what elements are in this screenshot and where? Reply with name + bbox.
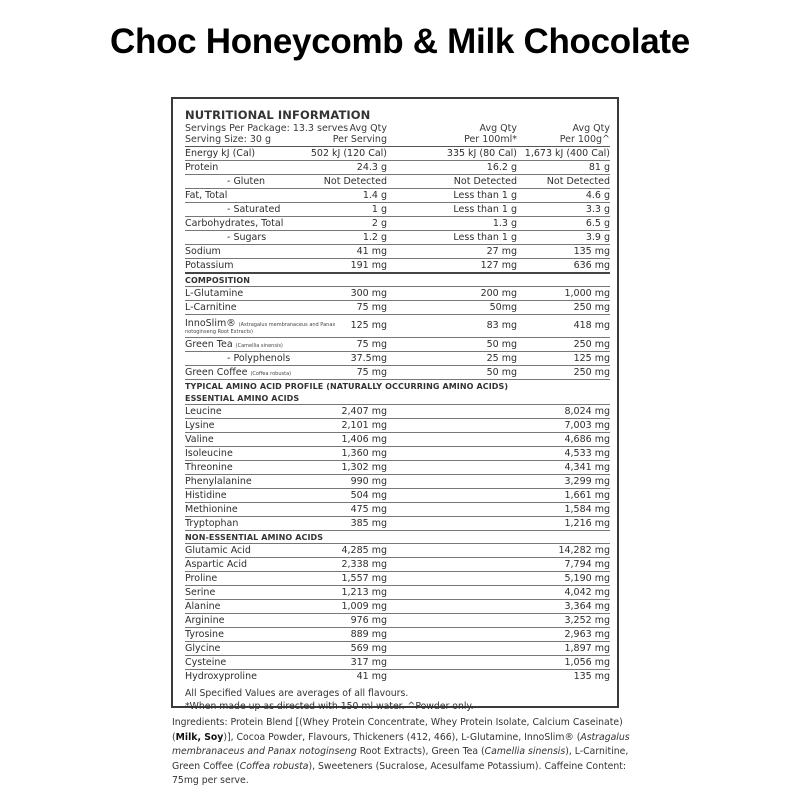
nutrition-panel xyxy=(171,97,619,712)
value-per-serving: 191 mg xyxy=(350,260,387,271)
value-per-100g: 8,024 mg xyxy=(564,406,610,417)
value-per-100g: 418 mg xyxy=(573,320,610,331)
value-per-100g: 4,042 mg xyxy=(564,587,610,598)
essential-amino-heading: ESSENTIAL AMINO ACIDS xyxy=(185,392,610,405)
nutrient-row xyxy=(185,147,610,161)
value-per-serving: 1,360 mg xyxy=(341,448,387,459)
row-label: - Polyphenols xyxy=(227,353,291,364)
product-title: Choc Honeycomb & Milk Chocolate xyxy=(110,22,690,61)
composition-row xyxy=(185,315,610,338)
panel-heading: NUTRITIONAL INFORMATION xyxy=(185,108,371,122)
row-values xyxy=(341,600,610,613)
value-per-100g: 636 mg xyxy=(573,260,610,271)
row-label: Potassium xyxy=(185,260,234,271)
row-label: Carbohydrates, Total xyxy=(185,218,284,229)
value-per-serving: 1.4 g xyxy=(362,190,387,201)
value-per-serving: 990 mg xyxy=(350,476,387,487)
row-label: Green Coffee (Coffea robusta) xyxy=(185,367,292,378)
nutrient-row xyxy=(185,231,610,245)
value-per-100g: 4,533 mg xyxy=(564,448,610,459)
value-per-100ml: 200 mg xyxy=(480,288,517,299)
value-per-serving: 1 g xyxy=(371,204,387,215)
composition-heading: COMPOSITION xyxy=(185,274,610,287)
value-per-serving: 4,285 mg xyxy=(341,545,387,556)
amino-acid-row xyxy=(185,656,610,670)
amino-acid-row xyxy=(185,642,610,656)
value-per-100g: 1,673 kJ (400 Cal) xyxy=(524,148,610,159)
value-per-100g: 125 mg xyxy=(573,353,610,364)
row-label: Sodium xyxy=(185,246,221,257)
value-per-100g: 7,003 mg xyxy=(564,420,610,431)
value-per-serving: 75 mg xyxy=(356,367,387,378)
amino-acid-row xyxy=(185,558,610,572)
value-per-100ml: 25 mg xyxy=(486,353,517,364)
row-values xyxy=(362,231,610,244)
value-per-100g: 81 g xyxy=(588,162,610,173)
nutrition-table xyxy=(185,107,610,713)
value-per-100ml: Not Detected xyxy=(453,176,517,187)
value-per-serving: 569 mg xyxy=(350,643,387,654)
amino-acid-row xyxy=(185,670,610,683)
row-values xyxy=(350,315,610,337)
value-per-100g: Not Detected xyxy=(546,176,610,187)
value-per-100ml: 16.2 g xyxy=(486,162,517,173)
value-per-100g: 3,364 mg xyxy=(564,601,610,612)
value-per-100g: 1,661 mg xyxy=(564,490,610,501)
value-per-100ml: 1.3 g xyxy=(492,218,517,229)
value-per-100g: 14,282 mg xyxy=(558,545,610,556)
row-values xyxy=(341,461,610,474)
value-per-100ml: 127 mg xyxy=(480,260,517,271)
amino-acid-row xyxy=(185,475,610,489)
column-headers xyxy=(332,123,610,145)
value-per-100ml: 50 mg xyxy=(486,339,517,350)
footnotes xyxy=(185,687,610,713)
row-values xyxy=(341,558,610,571)
ingredients-text: Ingredients: Protein Blend [(Whey Protein Concentrate, Whey Protein Isolate, Calcium Caseinate) (Milk, Soy)], Cocoa Powder, Flavours, Thickeners (412, 466), L-Glutamine, InnoSlim® (Astragalus membranaceus and Panax notoginseng Root Extracts), Green Tea (Camellia sinensis), L-Carnitine, Green Coffee (Coffea robusta), Sweeteners (Sucralose, Acesulfame Potassium). Caffeine Content: 75mg per serve. xyxy=(172,717,630,786)
amino-acid-row xyxy=(185,503,610,517)
row-values xyxy=(356,301,610,314)
nutrient-row xyxy=(185,259,610,274)
row-label: Methionine xyxy=(185,504,238,515)
row-label: L-Glutamine xyxy=(185,288,244,299)
non-essential-amino-heading: NON-ESSENTIAL AMINO ACIDS xyxy=(185,531,610,544)
amino-acid-row xyxy=(185,572,610,586)
value-per-100g: 4.6 g xyxy=(585,190,610,201)
value-per-serving: 75 mg xyxy=(356,302,387,313)
value-per-100g: 135 mg xyxy=(573,246,610,257)
value-per-serving: 24.3 g xyxy=(356,162,387,173)
col-header-per-serving: Avg Qty Per Serving xyxy=(332,123,387,145)
row-label: Alanine xyxy=(185,601,221,612)
value-per-serving: 1.2 g xyxy=(362,232,387,243)
value-per-100g: 3,252 mg xyxy=(564,615,610,626)
amino-acid-row xyxy=(185,614,610,628)
row-values xyxy=(356,366,610,379)
nutrients-list xyxy=(185,147,610,274)
row-label: Glutamic Acid xyxy=(185,545,251,556)
value-per-100g: 3.3 g xyxy=(585,204,610,215)
amino-acid-row xyxy=(185,447,610,461)
row-label: Lysine xyxy=(185,420,215,431)
value-per-serving: 41 mg xyxy=(356,246,387,257)
value-per-serving: 317 mg xyxy=(350,657,387,668)
row-values xyxy=(350,642,610,655)
row-values xyxy=(350,517,610,530)
row-label: Energy kJ (Cal) xyxy=(185,148,256,159)
value-per-serving: 2 g xyxy=(371,218,387,229)
row-label: Protein xyxy=(185,162,219,173)
row-label: Green Tea (Camellia sinensis) xyxy=(185,339,283,350)
row-values xyxy=(356,338,610,351)
value-per-serving: 125 mg xyxy=(350,320,387,331)
row-values xyxy=(350,656,610,669)
col-header-per-100g: Avg Qty Per 100g^ xyxy=(559,123,610,145)
composition-row xyxy=(185,352,610,366)
row-label: InnoSlim® (Astragalus membranaceus and Panax notoginseng Root Extracts) xyxy=(185,317,336,335)
amino-acid-row xyxy=(185,489,610,503)
row-values xyxy=(350,628,610,641)
row-values xyxy=(341,405,610,418)
value-per-100g: 135 mg xyxy=(573,671,610,682)
row-label: Histidine xyxy=(185,490,227,501)
row-label: Proline xyxy=(185,573,218,584)
row-values xyxy=(350,352,610,365)
value-per-100g: 5,190 mg xyxy=(564,573,610,584)
value-per-100ml: 335 kJ (80 Cal) xyxy=(446,148,517,159)
row-values xyxy=(350,287,610,300)
value-per-100g: 1,897 mg xyxy=(564,643,610,654)
value-per-100ml: 83 mg xyxy=(486,320,517,331)
value-per-serving: 504 mg xyxy=(350,490,387,501)
value-per-100g: 4,341 mg xyxy=(564,462,610,473)
row-values xyxy=(350,259,610,272)
row-label: Cysteine xyxy=(185,657,227,668)
row-values xyxy=(350,489,610,502)
row-values xyxy=(356,670,610,683)
row-values xyxy=(371,217,610,230)
amino-acid-row xyxy=(185,405,610,419)
value-per-serving: 1,302 mg xyxy=(341,462,387,473)
row-label: Threonine xyxy=(185,462,233,473)
composition-row xyxy=(185,366,610,380)
amino-acid-row xyxy=(185,586,610,600)
value-per-100g: 2,963 mg xyxy=(564,629,610,640)
value-per-serving: 41 mg xyxy=(356,671,387,682)
value-per-100ml: Less than 1 g xyxy=(453,190,517,201)
value-per-serving: Not Detected xyxy=(323,176,387,187)
value-per-100ml: 50 mg xyxy=(486,367,517,378)
non-essential-amino-list xyxy=(185,544,610,683)
value-per-serving: 475 mg xyxy=(350,504,387,515)
essential-amino-list xyxy=(185,405,610,531)
row-values xyxy=(356,245,610,258)
footnote-prep: *When made up as directed with 150 ml water. ^Powder only. xyxy=(185,701,474,712)
row-label: - Saturated xyxy=(227,204,281,215)
row-label: Valine xyxy=(185,434,214,445)
amino-acid-row xyxy=(185,419,610,433)
row-label: Phenylalanine xyxy=(185,476,252,487)
value-per-serving: 1,557 mg xyxy=(341,573,387,584)
value-per-serving: 1,009 mg xyxy=(341,601,387,612)
value-per-100ml: 50mg xyxy=(489,302,517,313)
row-values xyxy=(350,475,610,488)
value-per-100g: 1,056 mg xyxy=(564,657,610,668)
value-per-100g: 250 mg xyxy=(573,367,610,378)
servings-per-package: Servings Per Package: 13.3 serves xyxy=(185,123,349,134)
amino-acid-row xyxy=(185,461,610,475)
footnote-averages: All Specified Values are averages of all flavours. xyxy=(185,688,409,699)
amino-acid-row xyxy=(185,600,610,614)
value-per-serving: 2,101 mg xyxy=(341,420,387,431)
row-values xyxy=(341,572,610,585)
composition-row xyxy=(185,338,610,352)
row-label: Glycine xyxy=(185,643,221,654)
serving-header xyxy=(185,123,610,147)
value-per-100g: 4,686 mg xyxy=(564,434,610,445)
row-label: - Gluten xyxy=(227,176,266,187)
row-label: L-Carnitine xyxy=(185,302,237,313)
serving-size: Serving Size: 30 g xyxy=(185,134,271,145)
row-values xyxy=(323,175,610,188)
row-label: Aspartic Acid xyxy=(185,559,248,570)
value-per-serving: 37.5mg xyxy=(350,353,387,364)
row-values xyxy=(362,189,610,202)
row-values xyxy=(310,147,610,160)
amino-acid-row xyxy=(185,628,610,642)
composition-list xyxy=(185,287,610,380)
value-per-100g: 3.9 g xyxy=(585,232,610,243)
value-per-100g: 1,584 mg xyxy=(564,504,610,515)
nutrient-row xyxy=(185,189,610,203)
value-per-100g: 1,216 mg xyxy=(564,518,610,529)
composition-row xyxy=(185,301,610,315)
nutrient-row xyxy=(185,217,610,231)
value-per-100g: 6.5 g xyxy=(585,218,610,229)
row-label: Tyrosine xyxy=(185,629,224,640)
value-per-100ml: 27 mg xyxy=(486,246,517,257)
col-header-per-100ml: Avg Qty Per 100ml* xyxy=(464,123,517,145)
value-per-serving: 75 mg xyxy=(356,339,387,350)
nutrient-row xyxy=(185,175,610,189)
row-label: Fat, Total xyxy=(185,190,228,201)
row-values xyxy=(356,161,610,174)
nutrient-row xyxy=(185,161,610,175)
value-per-serving: 1,406 mg xyxy=(341,434,387,445)
value-per-serving: 300 mg xyxy=(350,288,387,299)
row-values xyxy=(350,614,610,627)
row-label: Leucine xyxy=(185,406,222,417)
value-per-serving: 1,213 mg xyxy=(341,587,387,598)
value-per-serving: 2,338 mg xyxy=(341,559,387,570)
amino-acid-row xyxy=(185,517,610,531)
composition-row xyxy=(185,287,610,301)
value-per-serving: 385 mg xyxy=(350,518,387,529)
value-per-100g: 3,299 mg xyxy=(564,476,610,487)
row-label: Serine xyxy=(185,587,216,598)
row-label: Isoleucine xyxy=(185,448,233,459)
value-per-100ml: Less than 1 g xyxy=(453,204,517,215)
value-per-100g: 250 mg xyxy=(573,339,610,350)
row-values xyxy=(341,586,610,599)
row-label: Hydroxyproline xyxy=(185,671,257,682)
value-per-serving: 976 mg xyxy=(350,615,387,626)
value-per-100g: 1,000 mg xyxy=(564,288,610,299)
value-per-100g: 250 mg xyxy=(573,302,610,313)
amino-acid-row xyxy=(185,544,610,558)
row-label: Tryptophan xyxy=(185,518,239,529)
row-values xyxy=(341,447,610,460)
amino-acid-row xyxy=(185,433,610,447)
value-per-100ml: Less than 1 g xyxy=(453,232,517,243)
value-per-100g: 7,794 mg xyxy=(564,559,610,570)
value-per-serving: 502 kJ (120 Cal) xyxy=(310,148,387,159)
value-per-serving: 889 mg xyxy=(350,629,387,640)
row-values xyxy=(341,433,610,446)
amino-profile-heading: TYPICAL AMINO ACID PROFILE (NATURALLY OCCURRING AMINO ACIDS) xyxy=(185,382,509,391)
row-values xyxy=(350,503,610,516)
nutrient-row xyxy=(185,203,610,217)
nutrient-row xyxy=(185,245,610,259)
value-per-serving: 2,407 mg xyxy=(341,406,387,417)
row-label: Arginine xyxy=(185,615,225,626)
row-values xyxy=(341,544,610,557)
row-values xyxy=(341,419,610,432)
row-values xyxy=(371,203,610,216)
row-label: - Sugars xyxy=(227,232,267,243)
